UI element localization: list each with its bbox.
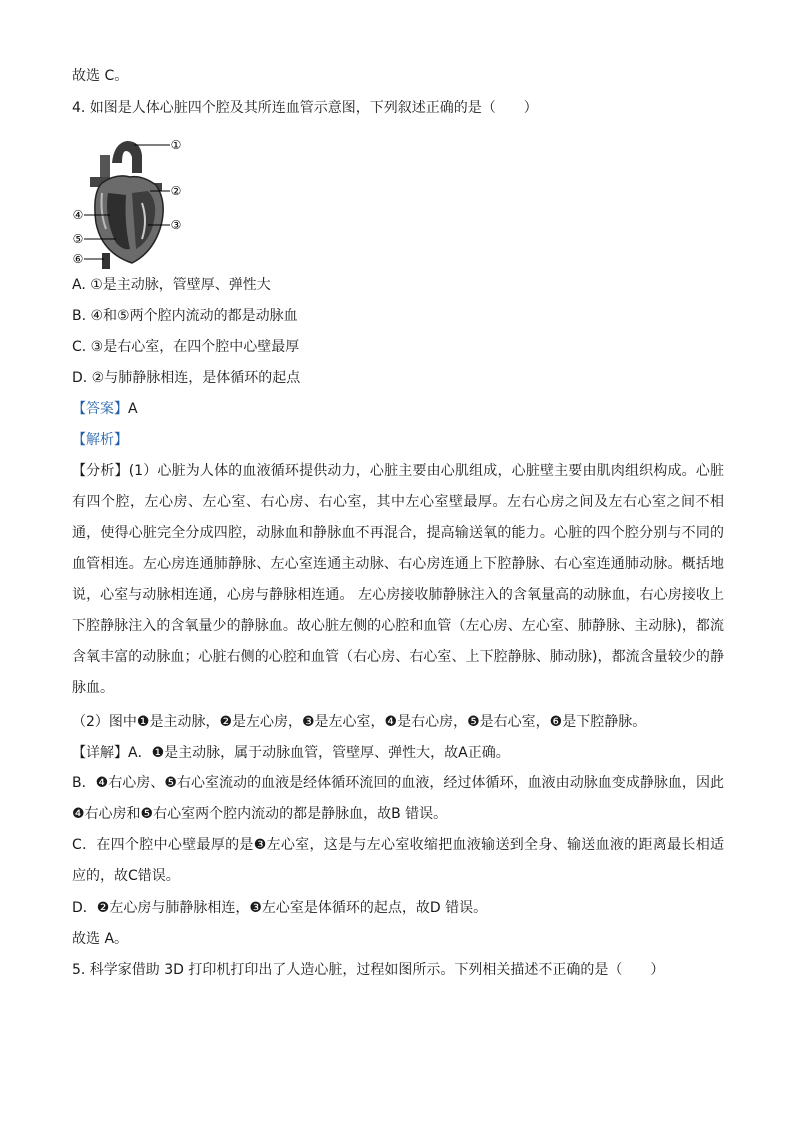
option-a: A. ①是主动脉，管壁厚、弹性大	[72, 277, 271, 293]
question-5-stem: 5. 科学家借助 3D 打印机打印出了人造心脏，过程如图所示。下列相关描述不正确的是（ ）	[72, 962, 665, 978]
final-answer-line: 故选 A。	[72, 931, 129, 947]
jiexi-tag: 【解析】	[72, 432, 128, 448]
diagram-label-3: ③	[170, 218, 182, 232]
analysis-text-1: (1）心脏为人体的血液循环提供动力，心脏主要由心肌组成，心脏壁主要由肌肉组织构成。心脏有四个腔，左心房、左心室、右心房、右心室，其中左心室壁最厚。左右心房之间及左右心室之间不相通，使得心脏完全分成四腔，动脉血和静脉血不再混合，提高输送氧的能力。心脏的四个腔分别与不同的血管相连。左心房连通肺静脉、左心室连通主动脉、右心房连通上下腔静脉、右心室连通肺动脉。概括地说，心室与动脉相连通，心房与静脉相连通。 左心房接收肺静脉注入的含氧量高的动脉血，右心房接收上下腔静脉注入的含氧量少的静脉血。故心脏左侧的心腔和血管（左心房、左心室、肺静脉、主动脉)，都流含氧丰富的动脉血；心脏右侧的心腔和血管（右心房、右心室、上下腔静脉、肺动脉)，都流含量较少的静脉血。	[72, 463, 725, 696]
detail-b: B．❹右心房、❺右心室流动的血液是经体循环流回的血液，经过体循环，血液由动脉血变成静脉血，因此❹右心房和❺右心室两个腔内流动的都是静脉血，故B 错误。	[72, 775, 724, 822]
diagram-label-1: ①	[170, 138, 182, 152]
answer-line	[72, 399, 138, 419]
diagram-label-4: ④	[72, 208, 84, 222]
option-d: D. ②与肺静脉相连，是体循环的起点	[72, 370, 301, 386]
analysis-paragraph-1	[72, 456, 724, 704]
question-4-stem: 4. 如图是人体心脏四个腔及其所连血管示意图，下列叙述正确的是（ ）	[72, 100, 538, 116]
conclusion-line: 故选 C。	[72, 68, 129, 84]
analysis-tag: 【分析】	[72, 463, 129, 479]
answer-value: A	[128, 401, 138, 417]
option-b: B. ④和⑤两个腔内流动的都是动脉血	[72, 308, 298, 324]
detail-tag: 【详解】	[72, 745, 128, 761]
heart-diagram	[72, 133, 190, 271]
diagram-label-5: ⑤	[72, 232, 84, 246]
diagram-label-6: ⑥	[72, 252, 84, 266]
option-c: C. ③是右心室，在四个腔中心壁最厚	[72, 339, 300, 355]
analysis-paragraph-2: （2）图中❶是主动脉，❷是左心房，❸是左心室，❹是右心房，❺是右心室，❻是下腔静脉。	[72, 714, 647, 730]
diagram-label-2: ②	[170, 184, 182, 198]
detail-d: D．❷左心房与肺静脉相连，❸左心室是体循环的起点，故D 错误。	[72, 900, 488, 916]
detail-a-line	[72, 743, 510, 763]
detail-a-text: A．❶是主动脉，属于动脉血管，管壁厚、弹性大，故A正确。	[128, 745, 510, 761]
detail-c: C．在四个腔中心壁最厚的是❸左心室，这是与左心室收缩把血液输送到全身、输送血液的距离最长相适应的，故C错误。	[72, 837, 724, 884]
answer-tag: 【答案】	[72, 401, 128, 417]
